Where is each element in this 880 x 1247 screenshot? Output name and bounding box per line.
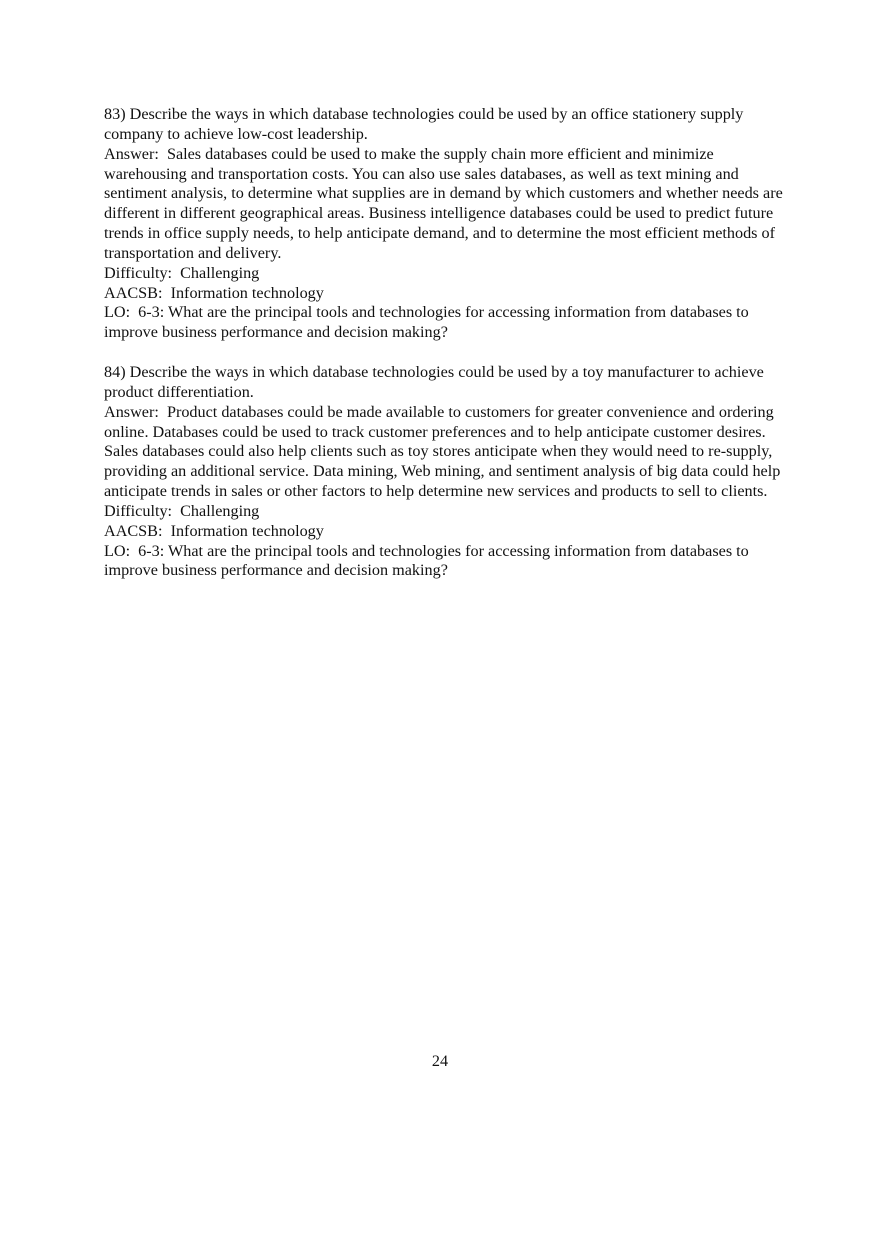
answer-text: Answer: Sales databases could be used to make the supply chain more efficient and minimize warehousing and transportation costs. You can also use sales databases, as well as text mining and sentiment analysis, to determine what supplies are in demand by which customers and whether needs are different in different geographical areas. Business intelligence databases could be used to predict future trends in office supply needs, to help anticipate demand, and to determine the most efficient methods of transportation and delivery.: [104, 144, 787, 262]
question-text: 83) Describe the ways in which database technologies could be used by an office stationery supply company to achieve low-cost leadership.: [104, 105, 748, 143]
page-content: [104, 105, 794, 581]
difficulty-text: Difficulty: Challenging: [104, 263, 260, 282]
aacsb-text: AACSB: Information technology: [104, 521, 324, 540]
aacsb-text: AACSB: Information technology: [104, 283, 324, 302]
learning-objective-text: LO: 6-3: What are the principal tools and technologies for accessing information from databases to improve business performance and decision making?: [104, 541, 753, 580]
learning-objective-text: LO: 6-3: What are the principal tools and technologies for accessing information from databases to improve business performance and decision making?: [104, 303, 753, 342]
difficulty-text: Difficulty: Challenging: [104, 501, 260, 520]
question-block-84: [104, 363, 794, 581]
question-block-83: [104, 105, 794, 343]
question-text: 84) Describe the ways in which database technologies could be used by a toy manufacturer to achieve product differentiation.: [104, 362, 768, 401]
page-number: 24: [431, 1052, 449, 1070]
answer-text: Answer: Product databases could be made available to customers for greater convenience and ordering online. Databases could be used to track customer preferences and to help anticipate customer desires. Sales databases could also help clients such as toy stores anticipate when they would need to re-supply, providing an additional service. Data mining, Web mining, and sentiment analysis of big data could help anticipate trends in sales or other factors to help determine new services and products to sell to clients.: [104, 402, 785, 501]
